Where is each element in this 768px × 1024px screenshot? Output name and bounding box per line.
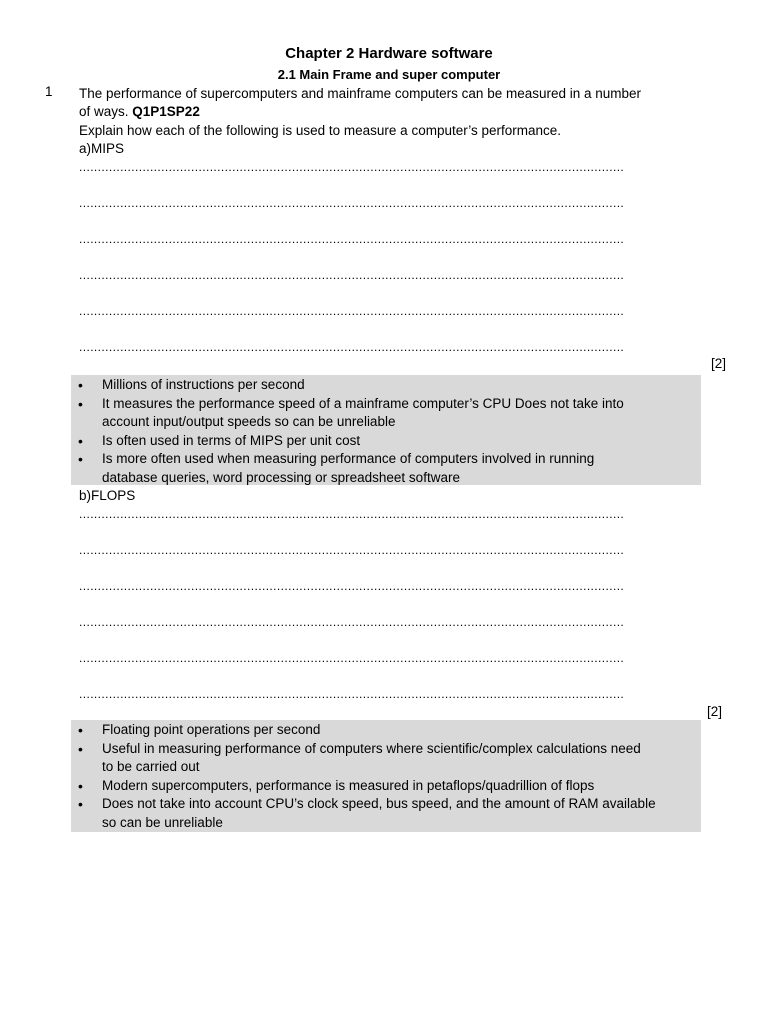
question-code: Q1P1SP22 (132, 104, 200, 119)
page-title: Chapter 2 Hardware software (285, 45, 493, 62)
question-text-line-1: The performance of supercomputers and mainframe computers can be measured in a number (79, 86, 642, 101)
part-a-marks: [2] (711, 356, 727, 371)
answer-bullet (71, 740, 701, 777)
answer-line[interactable]: .................................................................................................................................................. (79, 543, 625, 557)
answer-bullet (71, 432, 701, 451)
answer-line[interactable]: .................................................................................................................................................. (79, 579, 625, 593)
answer-bullet (71, 795, 701, 832)
answer-bullet-text: • Millions of instructions per second (102, 377, 305, 392)
part-a-answer-box (71, 375, 701, 485)
answer-line[interactable]: .................................................................................................................................................. (79, 304, 625, 318)
answer-line[interactable]: .................................................................................................................................................. (79, 687, 625, 701)
answer-bullet-text: • Does not take into account CPU’s clock speed, bus speed, and the amount of RAM available (102, 796, 656, 812)
answer-bullet-text: • Floating point operations per second (102, 722, 321, 737)
answer-bullet (71, 450, 701, 487)
answer-bullet-text: to be carried out (102, 759, 200, 775)
answer-line[interactable]: .................................................................................................................................................. (79, 232, 625, 246)
answer-bullet (71, 376, 701, 395)
part-b-marks: [2] (707, 704, 723, 719)
answer-bullet-text: • Is often used in terms of MIPS per unit cost (102, 432, 361, 448)
answer-bullet (71, 777, 701, 796)
answer-bullet-text: • It measures the performance speed of a mainframe computer’s CPU Does not take into (102, 395, 624, 411)
answer-line[interactable]: .................................................................................................................................................. (79, 196, 625, 210)
answer-line[interactable]: .................................................................................................................................................. (79, 651, 625, 665)
answer-bullet-text: account input/output speeds so can be unreliable (102, 414, 396, 430)
answer-bullet-text: • Modern supercomputers, performance is measured in petaflops/quadrillion of flops (102, 777, 595, 793)
answer-bullet-text: • Useful in measuring performance of computers where scientific/complex calculations need (102, 740, 641, 756)
answer-line[interactable]: .................................................................................................................................................. (79, 340, 625, 354)
part-b-answer-list (71, 720, 701, 833)
part-b-answer-box (71, 720, 701, 832)
answer-bullet (71, 721, 701, 740)
part-a-label: a)MIPS (79, 141, 125, 156)
answer-line[interactable]: .................................................................................................................................................. (79, 160, 625, 174)
answer-line[interactable]: .................................................................................................................................................. (79, 507, 625, 521)
answer-bullet (71, 395, 701, 432)
question-text-line-2 (79, 102, 200, 121)
part-a-answer-list (71, 375, 701, 488)
question-number: 1 (45, 84, 53, 99)
question-text-line-2-text: of ways. (79, 104, 133, 119)
answer-bullet-text: • Is more often used when measuring performance of computers involved in running (102, 451, 595, 467)
answer-line[interactable]: .................................................................................................................................................. (79, 268, 625, 282)
part-b-label: b)FLOPS (79, 488, 136, 503)
section-subtitle: 2.1 Main Frame and super computer (277, 67, 501, 82)
answer-line[interactable]: .................................................................................................................................................. (79, 615, 625, 629)
answer-bullet-text: database queries, word processing or spreadsheet software (102, 469, 460, 485)
question-instruction: Explain how each of the following is used to measure a computer’s performance. (79, 123, 562, 138)
answer-bullet-text: so can be unreliable (102, 814, 223, 830)
